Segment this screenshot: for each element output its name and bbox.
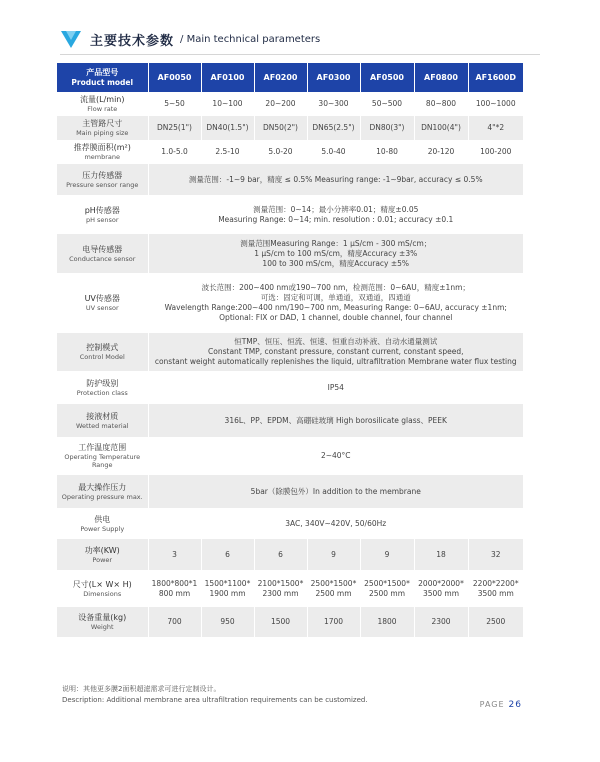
- table-row: [57, 164, 523, 195]
- row-label-en: Main piping size: [76, 129, 129, 137]
- table-row: [57, 195, 523, 234]
- row-label-en: Operating Temperature Range: [64, 453, 141, 469]
- table-header-row: [57, 63, 523, 92]
- value-cell: 950: [201, 607, 254, 637]
- spanned-value-cell: [148, 164, 523, 195]
- value-cell: 5.0-20: [254, 140, 307, 164]
- dimension-line: 2500 mm: [315, 588, 352, 598]
- spanned-value-cell: [148, 475, 523, 508]
- dimension-cell: [468, 570, 523, 607]
- spanned-value-cell: [148, 273, 523, 333]
- value-cell: 9: [360, 539, 414, 570]
- spec-line: 2~40°C: [320, 451, 351, 460]
- spanned-value-cell: [148, 404, 523, 437]
- value-cell: DN100(4"): [414, 116, 468, 140]
- value-cell: 700: [148, 607, 201, 637]
- value-cell: 100~1000: [475, 99, 516, 108]
- page-num: 26: [508, 700, 522, 710]
- spec-line: 316L、PP、EPDM、高硼硅玻璃 High borosilicate glass、PEEK: [224, 415, 447, 425]
- table-row: [57, 508, 523, 539]
- row-label: [57, 116, 148, 140]
- row-label-cn: 主管路尺寸: [82, 119, 123, 128]
- row-label-en: UV sensor: [85, 304, 119, 312]
- spec-line: 测量范围：-1~9 bar，精度 ≤ 0.5% Measuring range: -1~9bar, accuracy ≤ 0.5%: [188, 174, 483, 184]
- footnote: [62, 684, 368, 706]
- dimension-line: 2500*1500*: [310, 578, 357, 588]
- spanned-value-cell: [148, 333, 523, 371]
- value-cell: DN80(3"): [360, 116, 414, 140]
- dimension-line: 2500*1500*: [364, 578, 410, 588]
- row-label: [57, 475, 148, 508]
- table-row: [57, 475, 523, 508]
- table-row: [57, 371, 523, 404]
- spec-line: Measuring Range: 0~14; min. resolution : 0.01; accuracy ±0.1: [218, 214, 454, 224]
- model-header-cell: AF0500: [360, 63, 414, 92]
- value-cell: DN40(1.5"): [201, 116, 254, 140]
- value-cell: 30~300: [307, 92, 360, 116]
- row-label-en: Flow rate: [87, 105, 118, 113]
- table-row: [57, 234, 523, 273]
- table-row: [57, 140, 523, 164]
- value-cell: 10~100: [201, 92, 254, 116]
- row-label: [57, 371, 148, 404]
- spec-line: 5bar（除膜包外）In addition to the membrane: [250, 486, 421, 496]
- model-header-cell: AF0300: [307, 63, 360, 92]
- row-label-en: Pressure sensor range: [66, 180, 139, 189]
- dimension-line: 2200*2200*: [472, 578, 519, 588]
- model-header-cell: AF0800: [414, 63, 468, 92]
- value-cell: 32: [468, 539, 523, 570]
- spec-line: 恒TMP、恒压、恒流、恒速、恒重自动补液、自动水通量测试: [234, 337, 438, 346]
- row-label-cn: 压力传感器: [82, 170, 123, 180]
- value-cell: DN65(2.5"): [307, 116, 360, 140]
- dimension-cell: [148, 570, 201, 607]
- dimension-line: 2100*1500*: [257, 578, 304, 588]
- value-cell: 6: [254, 539, 307, 570]
- row-label-cn: 供电: [94, 514, 111, 524]
- spec-line: 100 to 300 mS/cm，精度Accuracy ±5%: [262, 258, 410, 268]
- value-cell: DN25(1"): [148, 116, 201, 140]
- spec-line: constant weight automatically replenishes the liquid, ultrafiltration Membrane water flux testing: [154, 357, 517, 366]
- section-header: [60, 26, 320, 52]
- row-label-cn: UV传感器: [84, 294, 120, 303]
- value-cell: 80~800: [414, 92, 468, 116]
- spanned-value-cell: [148, 371, 523, 404]
- row-label: [57, 570, 148, 607]
- table-row: [57, 273, 523, 333]
- spec-line: 测量范围：0~14；最小分辨率0.01；精度±0.05: [253, 204, 419, 214]
- row-label-en: Protection class: [76, 388, 128, 397]
- row-label: [57, 164, 148, 195]
- header-label-en: Product model: [71, 78, 134, 87]
- spec-table: [57, 63, 523, 637]
- row-label-en: Operating pressure max.: [61, 492, 143, 501]
- spec-line: 1 μS/cm to 100 mS/cm，精度Accuracy ±3%: [254, 248, 418, 258]
- dimension-line: 800 mm: [158, 588, 191, 598]
- dimension-line: 1800*800*1: [151, 578, 198, 588]
- table-row: [57, 404, 523, 437]
- footnote-en: Description: Additional membrane area ultrafiltration requirements can be customized.: [62, 696, 368, 704]
- model-header-cell: AF0200: [254, 63, 307, 92]
- page-label: PAGE: [479, 700, 505, 709]
- value-cell: 10-80: [360, 140, 414, 164]
- dimension-line: 2500 mm: [368, 588, 406, 598]
- page-title-cn: 主要技术参数: [90, 33, 175, 49]
- spec-line: Optional: FIX or DAD, 1 channel, double channel, four channel: [219, 313, 453, 322]
- header-label-cn: 产品型号: [86, 68, 119, 77]
- row-label-cn: 功率(KW): [84, 545, 120, 555]
- value-cell: DN50(2"): [254, 116, 307, 140]
- value-cell: 2500: [468, 607, 523, 637]
- dimension-cell: [201, 570, 254, 607]
- logo-icon: [60, 28, 82, 50]
- row-label-en: Weight: [90, 623, 114, 631]
- value-cell: 18: [414, 539, 468, 570]
- spanned-value-cell: [148, 234, 523, 273]
- row-label-cn: 控制模式: [86, 343, 119, 352]
- dimension-line: 1500*1100*: [204, 578, 251, 588]
- dimension-line: 1900 mm: [209, 588, 246, 598]
- value-cell: 3: [148, 539, 201, 570]
- value-cell: 4"*2: [468, 116, 523, 140]
- row-label: [57, 140, 148, 164]
- table-row: [57, 539, 523, 570]
- dimension-cell: [307, 570, 360, 607]
- spec-line: 可选：固定和可调，单通道，双通道，四通道: [260, 293, 411, 302]
- value-cell: 6: [201, 539, 254, 570]
- value-cell: 1500: [254, 607, 307, 637]
- table-row: [57, 333, 523, 371]
- row-label: [57, 234, 148, 273]
- table-row: [57, 92, 523, 116]
- row-label: [57, 195, 148, 234]
- row-label-en: Conductance sensor: [69, 254, 136, 263]
- row-label-en: Power: [92, 555, 113, 564]
- row-label-cn: 电导传感器: [82, 244, 123, 254]
- dimension-cell: [414, 570, 468, 607]
- dimension-line: 2000*2000*: [418, 578, 464, 588]
- row-label: [57, 92, 148, 116]
- value-cell: 1.0-5.0: [148, 140, 201, 164]
- dimension-line: 3500 mm: [477, 588, 514, 598]
- row-label: [57, 437, 148, 475]
- row-label-en: Dimensions: [83, 589, 122, 598]
- row-label: [57, 607, 148, 637]
- page-title-en: / Main technical parameters: [180, 33, 321, 45]
- table-row: [57, 607, 523, 637]
- value-cell: 5.0-40: [307, 140, 360, 164]
- value-cell: 2300: [414, 607, 468, 637]
- model-header-cell: AF0050: [148, 63, 201, 92]
- spec-line: 波长范围：200~400 nm或190~700 nm，检测范围：0~6AU，精度±1nm；: [201, 283, 470, 292]
- row-label-cn: 接液材质: [86, 411, 119, 421]
- row-label-en: membrane: [84, 153, 121, 161]
- footnote-cn: 说明：其他更多膜2面积超滤需求可进行定制设计。: [62, 685, 221, 693]
- spanned-value-cell: [148, 437, 523, 475]
- row-label: [57, 539, 148, 570]
- value-cell: 100-200: [480, 147, 512, 156]
- spanned-value-cell: [148, 508, 523, 539]
- value-cell: 5~50: [148, 92, 201, 116]
- row-label-en: Control Model: [79, 353, 125, 361]
- page-number: [480, 700, 522, 710]
- model-header-cell: AF1600D: [468, 63, 523, 92]
- row-label-cn: 最大操作压力: [78, 482, 127, 492]
- table-row: [57, 116, 523, 140]
- row-label: [57, 273, 148, 333]
- row-label: [57, 508, 148, 539]
- row-label-cn: pH传感器: [84, 205, 120, 215]
- spec-line: IP54: [327, 382, 344, 392]
- row-label: [57, 404, 148, 437]
- row-label-en: Power Supply: [80, 524, 125, 533]
- row-label-en: pH sensor: [85, 215, 119, 224]
- value-cell: 2.5-10: [201, 140, 254, 164]
- row-label-cn: 尺寸(L× W× H): [72, 579, 132, 589]
- value-cell: 20-120: [414, 140, 468, 164]
- value-cell: 1800: [360, 607, 414, 637]
- header-label-cell: [57, 63, 148, 92]
- row-label-cn: 防护级别: [86, 378, 119, 388]
- row-label-cn: 工作温度范围: [78, 443, 127, 452]
- value-cell: 20~200: [254, 92, 307, 116]
- table-row: [57, 437, 523, 475]
- dimension-line: 3500 mm: [422, 588, 460, 598]
- model-header-cell: AF0100: [201, 63, 254, 92]
- table-row: [57, 570, 523, 607]
- dimension-line: 2300 mm: [262, 588, 299, 598]
- row-label-cn: 推荐膜面积(m²): [73, 143, 131, 152]
- dimension-cell: [360, 570, 414, 607]
- dimension-cell: [254, 570, 307, 607]
- value-cell: 50~500: [360, 92, 414, 116]
- row-label-cn: 设备重量(kg): [78, 613, 127, 622]
- row-label-cn: 流量(L/min): [80, 95, 125, 104]
- value-cell: 1700: [307, 607, 360, 637]
- spanned-value-cell: [148, 195, 523, 234]
- row-label-en: Wetted material: [76, 421, 129, 430]
- spec-line: Wavelength Range:200~400 nm/190~700 nm, Measuring Range: 0~6AU, accuracy ±1nm;: [164, 303, 507, 312]
- row-label: [57, 333, 148, 371]
- value-cell: 9: [307, 539, 360, 570]
- spec-line: 测量范围Measuring Range：1 μS/cm - 300 mS/cm；: [240, 238, 432, 248]
- spec-line: 3AC, 340V~420V, 50/60Hz: [285, 518, 387, 528]
- spec-line: Constant TMP, constant pressure, constant current, constant speed,: [208, 347, 464, 356]
- header-divider: [60, 54, 540, 55]
